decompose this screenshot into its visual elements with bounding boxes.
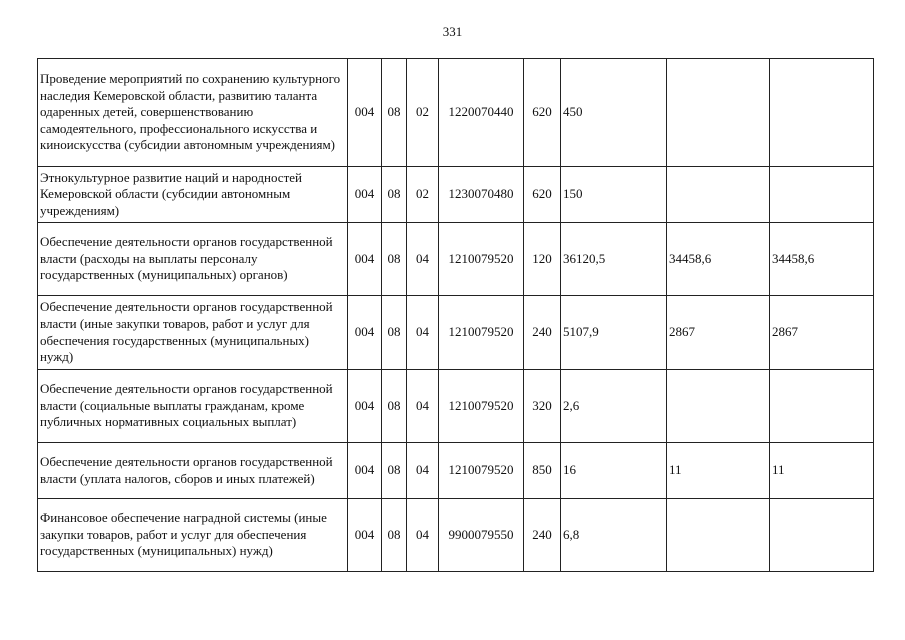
section-code: 08 [382, 167, 407, 223]
table-row [38, 499, 874, 572]
table-row [38, 370, 874, 443]
section-code: 08 [382, 499, 407, 572]
table-row [38, 443, 874, 499]
ministry-code: 004 [348, 499, 382, 572]
section-code: 08 [382, 223, 407, 296]
ministry-code: 004 [348, 167, 382, 223]
table-row [38, 167, 874, 223]
section-code: 08 [382, 59, 407, 167]
row-description: Обеспечение деятельности органов государственной власти (социальные выплаты гражданам, кроме публичных нормативных социальных выплат) [38, 370, 348, 443]
ministry-code: 004 [348, 223, 382, 296]
page-number: 331 [442, 24, 463, 39]
table-row [38, 223, 874, 296]
target-article-code: 1230070480 [439, 167, 524, 223]
row-description: Финансовое обеспечение наградной системы (иные закупки товаров, работ и услуг для обеспечения государственных (муниципальных) нужд) [38, 499, 348, 572]
target-article-code: 1220070440 [439, 59, 524, 167]
section-code: 08 [382, 296, 407, 370]
target-article-code: 1210079520 [439, 370, 524, 443]
amount-year-1: 2,6 [561, 370, 667, 443]
target-article-code: 9900079550 [439, 499, 524, 572]
ministry-code: 004 [348, 443, 382, 499]
amount-year-2: 34458,6 [667, 223, 770, 296]
amount-year-1: 6,8 [561, 499, 667, 572]
section-code: 08 [382, 443, 407, 499]
amount-year-3 [770, 499, 874, 572]
amount-year-1: 5107,9 [561, 296, 667, 370]
table-row [38, 296, 874, 370]
expense-type-code: 240 [524, 296, 561, 370]
subsection-code: 02 [407, 167, 439, 223]
amount-year-2: 11 [667, 443, 770, 499]
subsection-code: 04 [407, 443, 439, 499]
subsection-code: 04 [407, 296, 439, 370]
amount-year-1: 36120,5 [561, 223, 667, 296]
row-description: Обеспечение деятельности органов государственной власти (расходы на выплаты персоналу государственных (муниципальных) органов) [38, 223, 348, 296]
expense-type-code: 320 [524, 370, 561, 443]
ministry-code: 004 [348, 296, 382, 370]
ministry-code: 004 [348, 370, 382, 443]
amount-year-3 [770, 59, 874, 167]
expense-type-code: 620 [524, 167, 561, 223]
expense-type-code: 120 [524, 223, 561, 296]
amount-year-1: 450 [561, 59, 667, 167]
section-code: 08 [382, 370, 407, 443]
target-article-code: 1210079520 [439, 296, 524, 370]
row-description: Проведение мероприятий по сохранению культурного наследия Кемеровской области, развитию таланта одаренных детей, совершенствованию самодеятельного, профессионального искусства и киноискусства (субсидии автономным учреждениям) [38, 59, 348, 167]
amount-year-3: 2867 [770, 296, 874, 370]
amount-year-1: 150 [561, 167, 667, 223]
amount-year-2 [667, 370, 770, 443]
amount-year-3 [770, 370, 874, 443]
subsection-code: 04 [407, 223, 439, 296]
table-row [38, 59, 874, 167]
amount-year-3: 34458,6 [770, 223, 874, 296]
expense-type-code: 620 [524, 59, 561, 167]
target-article-code: 1210079520 [439, 443, 524, 499]
amount-year-3 [770, 167, 874, 223]
row-description: Этнокультурное развитие наций и народностей Кемеровской области (субсидии автономным учреждениям) [38, 167, 348, 223]
subsection-code: 02 [407, 59, 439, 167]
row-description: Обеспечение деятельности органов государственной власти (иные закупки товаров, работ и услуг для обеспечения государственных (муниципальных) нужд) [38, 296, 348, 370]
ministry-code: 004 [348, 59, 382, 167]
amount-year-2 [667, 59, 770, 167]
target-article-code: 1210079520 [439, 223, 524, 296]
budget-table [37, 58, 874, 572]
amount-year-3: 11 [770, 443, 874, 499]
subsection-code: 04 [407, 370, 439, 443]
amount-year-2: 2867 [667, 296, 770, 370]
amount-year-2 [667, 499, 770, 572]
amount-year-2 [667, 167, 770, 223]
row-description: Обеспечение деятельности органов государственной власти (уплата налогов, сборов и иных платежей) [38, 443, 348, 499]
expense-type-code: 240 [524, 499, 561, 572]
amount-year-1: 16 [561, 443, 667, 499]
subsection-code: 04 [407, 499, 439, 572]
expense-type-code: 850 [524, 443, 561, 499]
